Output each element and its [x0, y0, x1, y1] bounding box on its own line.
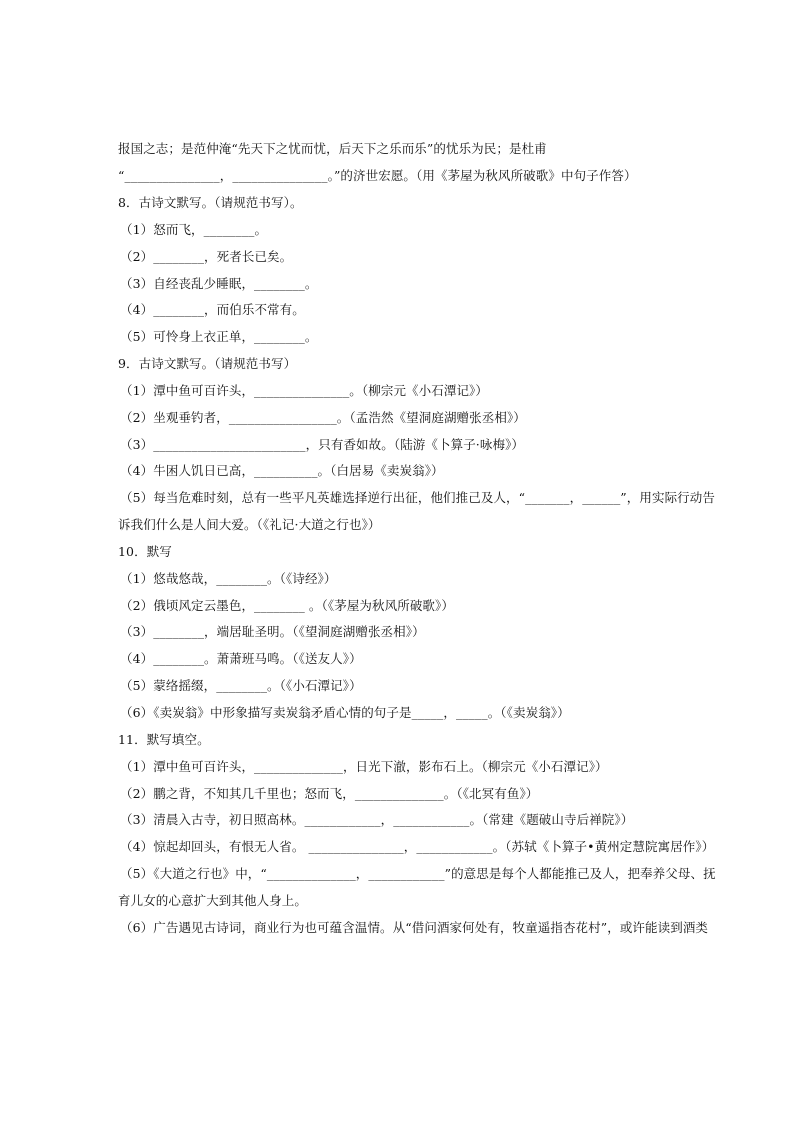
- question-item: （4）________，而伯乐不常有。: [120, 302, 305, 317]
- question-item: （6）《卖炭翁》中形象描写卖炭翁矛盾心情的句子是_____，_____。（《卖炭翁》）: [120, 705, 570, 720]
- question-item: （3）清晨入古寺，初日照高林。____________，____________。（常建《题破山寺后禅院》）: [120, 812, 634, 827]
- question-item: （6）广告遇见古诗词，商业行为也可蕴含温情。从“借问酒家何处有，牧童遥指杏花村”，或许能读到酒类: [120, 920, 709, 935]
- text-line: 报国之志；是范仲淹“先天下之忧而忧，后天下之乐而乐”的忧乐为民；是杜甫: [118, 141, 547, 156]
- question-heading: 10．默写: [118, 544, 172, 559]
- question-heading: 8．古诗文默写。（请规范书写）。: [118, 195, 303, 210]
- question-item: （5）每当危难时刻，总有一些平凡英雄选择逆行出征，他们推己及人，“_______，______”，用实际行动告: [120, 490, 715, 505]
- question-item: （2）鹏之背，不知其几千里也；怒而飞，______________。（《北冥有鱼》）: [120, 786, 539, 801]
- text-line: 育儿女的心意扩大到其他人身上。: [118, 893, 308, 908]
- question-item: （1）悠哉悠哉，________。（《诗经》）: [120, 571, 337, 586]
- question-item: （1）潭中鱼可百许头，______________，日光下澈，影布石上。（柳宗元《小石潭记》）: [120, 759, 608, 774]
- question-item: （4）牛困人饥日已高，__________。（白居易《卖炭翁》）: [120, 463, 444, 478]
- text-line: 诉我们什么是人间大爱。（《礼记·大道之行也》）: [118, 517, 381, 532]
- question-heading: 11．默写填空。: [118, 732, 210, 747]
- question-item: （2）________，死者长已矣。: [120, 249, 293, 264]
- question-item: （1）怒而飞，________。: [120, 222, 268, 237]
- question-item: （3）自经丧乱少睡眠，________。: [120, 276, 318, 291]
- question-item: （2）俄顷风定云墨色，________ 。（《茅屋为秋风所破歌》）: [120, 598, 454, 613]
- question-item: （5）蒙络摇缀，________。（《小石潭记》）: [120, 678, 362, 693]
- question-item: （5）可怜身上衣正单，________。: [120, 329, 318, 344]
- question-item: （1）潭中鱼可百许头，_______________。（柳宗元《小石潭记》）: [120, 383, 489, 398]
- question-item: （3）________，端居耻圣明。（《望洞庭湖赠张丞相》）: [120, 624, 425, 639]
- question-item: （4）________。萧萧班马鸣。（《送友人》）: [120, 651, 362, 666]
- question-item: （2）坐观垂钓者，_________________。（孟浩然《望洞庭湖赠张丞相》）: [120, 410, 526, 425]
- question-heading: 9．古诗文默写。（请规范书写）: [118, 356, 297, 371]
- text-line: “_______________，_______________。”的济世宏愿。（用《茅屋为秋风所破歌》中句子作答）: [118, 168, 637, 183]
- question-item: （3）________________________，只有香如故。（陆游《卜算子·咏梅》）: [120, 437, 525, 452]
- question-item: （4）惊起却回头，有恨无人省。 _______________，____________。（苏轼《卜算子•黄州定慧院寓居作》）: [120, 839, 715, 854]
- question-item: （5）《大道之行也》中，“______________，____________”的意思是每个人都能推己及人，把奉养父母、抚: [120, 866, 716, 881]
